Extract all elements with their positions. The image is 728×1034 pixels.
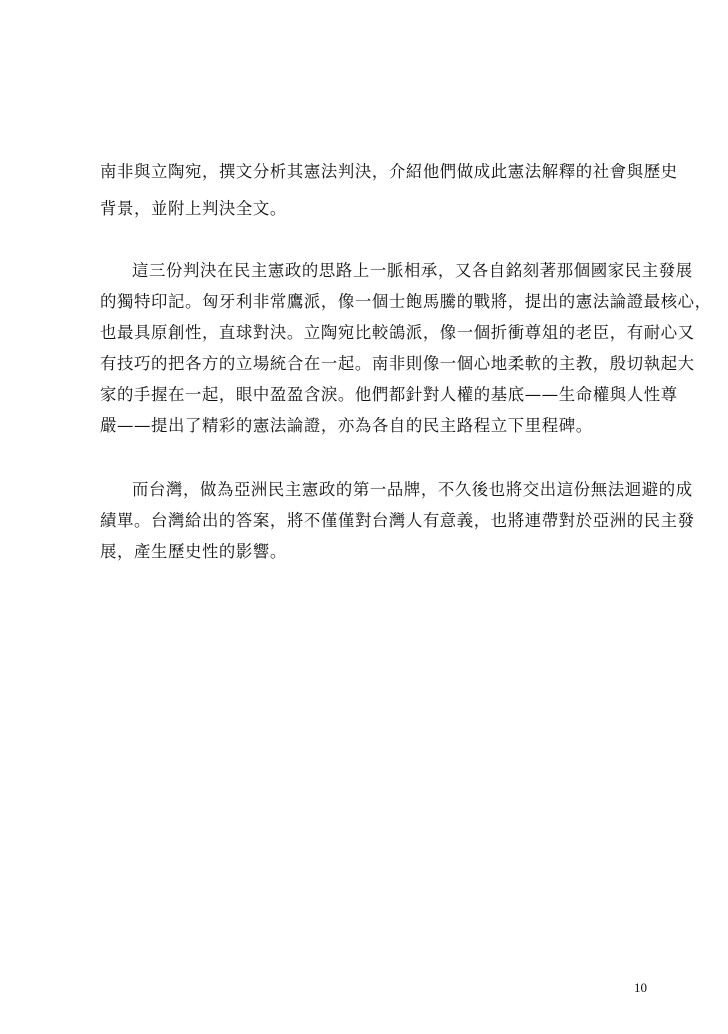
text-line: 有技巧的把各方的立場統合在一起。南非則像一個心地柔軟的主教，殷切執起大 xyxy=(100,354,695,373)
text-line: 南非與立陶宛，撰文分析其憲法判決，介紹他們做成此憲法解釋的社會與歷史 xyxy=(100,162,678,181)
text-line: 背景，並附上判決全文。 xyxy=(100,199,287,218)
text-line: 嚴——提出了精彩的憲法論證，亦為各自的民主路程立下里程碑。 xyxy=(100,416,593,435)
text-line: 這三份判決在民主憲政的思路上一脈相承，又各自銘刻著那個國家民主發展 xyxy=(132,261,693,280)
text-line: 家的手握在一起，眼中盈盈含淚。他們都針對人權的基底——生命權與人性尊 xyxy=(100,385,678,404)
text-line: 而台灣，做為亞洲民主憲政的第一品牌，不久後也將交出這份無法迴避的成 xyxy=(132,480,693,499)
text-line: 績單。台灣給出的答案，將不僅僅對台灣人有意義，也將連帶對於亞洲的民主發 xyxy=(100,511,695,530)
page-number: 10 xyxy=(634,980,647,995)
text-line: 展，產生歷史性的影響。 xyxy=(100,542,287,561)
text-line: 也最具原創性，直球對決。立陶宛比較鴿派，像一個折衝尊俎的老臣，有耐心又 xyxy=(100,323,695,342)
text-line: 的獨特印記。匈牙利非常鷹派，像一個士飽馬騰的戰將，提出的憲法論證最核心， xyxy=(100,292,712,311)
